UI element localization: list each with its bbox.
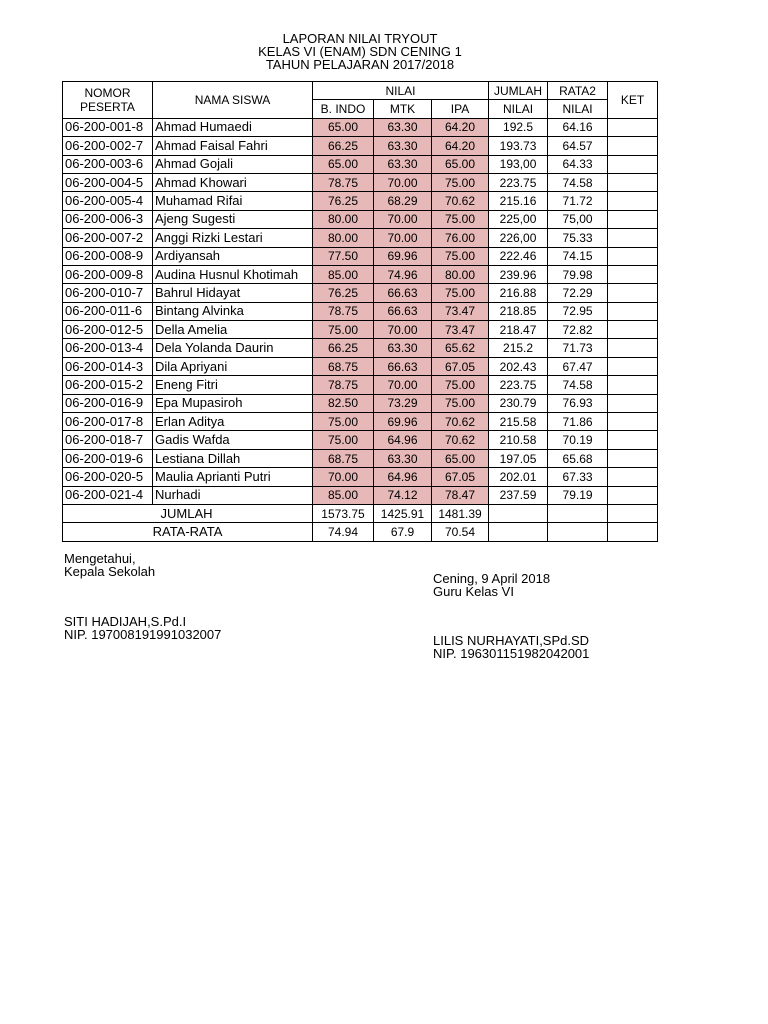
cell-nomor: 06-200-007-2 bbox=[63, 229, 153, 247]
table-row bbox=[63, 229, 658, 247]
cell-jumlah: 223.75 bbox=[489, 376, 548, 394]
cell-bindo: 75.00 bbox=[313, 413, 374, 431]
cell-nomor: 06-200-010-7 bbox=[63, 284, 153, 302]
jumlah-mtk: 1425.91 bbox=[374, 504, 432, 522]
table-row bbox=[63, 137, 658, 155]
cell-jumlah: 193,00 bbox=[489, 155, 548, 173]
cell-ket bbox=[608, 173, 658, 191]
report-title: LAPORAN NILAI TRYOUT bbox=[282, 31, 438, 46]
cell-ket bbox=[608, 357, 658, 375]
cell-nomor: 06-200-006-3 bbox=[63, 210, 153, 228]
header-nomor-line1: NOMOR bbox=[84, 85, 131, 100]
cell-nomor: 06-200-021-4 bbox=[63, 486, 153, 504]
signature-left-nip: NIP. 197008191991032007 bbox=[64, 627, 222, 642]
cell-ket bbox=[608, 431, 658, 449]
cell-nomor: 06-200-009-8 bbox=[63, 265, 153, 283]
cell-bindo: 82.50 bbox=[313, 394, 374, 412]
cell-ipa: 78.47 bbox=[432, 486, 489, 504]
cell-rata: 71.72 bbox=[548, 192, 608, 210]
cell-ipa: 70.62 bbox=[432, 413, 489, 431]
cell-ipa: 75.00 bbox=[432, 376, 489, 394]
signature-left-name: SITI HADIJAH,S.Pd.I bbox=[64, 614, 187, 629]
cell-jumlah: 226,00 bbox=[489, 229, 548, 247]
cell-ket bbox=[608, 155, 658, 173]
cell-bindo: 66.25 bbox=[313, 137, 374, 155]
table-row bbox=[63, 173, 658, 191]
table-row bbox=[63, 192, 658, 210]
cell-mtk: 66.63 bbox=[374, 357, 432, 375]
cell-bindo: 75.00 bbox=[313, 321, 374, 339]
table-row bbox=[63, 431, 658, 449]
cell-ipa: 75.00 bbox=[432, 173, 489, 191]
table-row bbox=[63, 265, 658, 283]
cell-jumlah: 210.58 bbox=[489, 431, 548, 449]
signature-left-role: Kepala Sekolah bbox=[64, 564, 156, 579]
cell-bindo: 85.00 bbox=[313, 486, 374, 504]
table-row bbox=[63, 118, 658, 136]
cell-ipa: 67.05 bbox=[432, 468, 489, 486]
cell-jumlah: 193.73 bbox=[489, 137, 548, 155]
cell-nama: Della Amelia bbox=[153, 321, 313, 339]
cell-rata: 72.95 bbox=[548, 302, 608, 320]
cell-nomor: 06-200-005-4 bbox=[63, 192, 153, 210]
cell-ipa: 65.00 bbox=[432, 449, 489, 467]
cell-mtk: 63.30 bbox=[374, 118, 432, 136]
table-row bbox=[63, 486, 658, 504]
cell-mtk: 69.96 bbox=[374, 247, 432, 265]
header-nomor-line2: PESERTA bbox=[80, 99, 135, 114]
cell-jumlah: 215.2 bbox=[489, 339, 548, 357]
table-row bbox=[63, 284, 658, 302]
cell-ipa: 75.00 bbox=[432, 247, 489, 265]
cell-mtk: 70.00 bbox=[374, 173, 432, 191]
cell-ket bbox=[608, 284, 658, 302]
cell-jumlah: 202.01 bbox=[489, 468, 548, 486]
table-row bbox=[63, 449, 658, 467]
jumlah-row bbox=[63, 504, 658, 522]
header-nama: NAMA SISWA bbox=[153, 82, 313, 119]
cell-ipa: 75.00 bbox=[432, 394, 489, 412]
cell-rata: 64.33 bbox=[548, 155, 608, 173]
cell-bindo: 68.75 bbox=[313, 357, 374, 375]
cell-ipa: 75.00 bbox=[432, 284, 489, 302]
cell-jumlah: 225,00 bbox=[489, 210, 548, 228]
cell-nama: Eneng Fitri bbox=[153, 376, 313, 394]
cell-ipa: 76.00 bbox=[432, 229, 489, 247]
cell-rata: 74.15 bbox=[548, 247, 608, 265]
rata-label: RATA-RATA bbox=[63, 523, 313, 541]
signature-right-date: Cening, 9 April 2018 bbox=[433, 571, 551, 586]
rata-ipa: 70.54 bbox=[432, 523, 489, 541]
table-row bbox=[63, 357, 658, 375]
cell-nama: Dela Yolanda Daurin bbox=[153, 339, 313, 357]
jumlah-total-empty bbox=[489, 504, 548, 522]
cell-mtk: 70.00 bbox=[374, 376, 432, 394]
cell-ket bbox=[608, 192, 658, 210]
cell-mtk: 74.12 bbox=[374, 486, 432, 504]
cell-mtk: 63.30 bbox=[374, 155, 432, 173]
cell-rata: 79.98 bbox=[548, 265, 608, 283]
cell-jumlah: 197.05 bbox=[489, 449, 548, 467]
cell-jumlah: 230.79 bbox=[489, 394, 548, 412]
cell-rata: 76.93 bbox=[548, 394, 608, 412]
cell-rata: 65.68 bbox=[548, 449, 608, 467]
header-nomor bbox=[63, 82, 153, 119]
jumlah-rata-empty bbox=[548, 504, 608, 522]
cell-ipa: 73.47 bbox=[432, 321, 489, 339]
cell-mtk: 68.29 bbox=[374, 192, 432, 210]
cell-jumlah: 215.58 bbox=[489, 413, 548, 431]
cell-nama: Anggi Rizki Lestari bbox=[153, 229, 313, 247]
cell-mtk: 64.96 bbox=[374, 431, 432, 449]
cell-ket bbox=[608, 229, 658, 247]
cell-nomor: 06-200-012-5 bbox=[63, 321, 153, 339]
cell-mtk: 66.63 bbox=[374, 302, 432, 320]
cell-nama: Dila Apriyani bbox=[153, 357, 313, 375]
cell-ket bbox=[608, 265, 658, 283]
cell-nomor: 06-200-015-2 bbox=[63, 376, 153, 394]
cell-bindo: 76.25 bbox=[313, 192, 374, 210]
cell-ket bbox=[608, 468, 658, 486]
cell-nomor: 06-200-019-6 bbox=[63, 449, 153, 467]
cell-jumlah: 215.16 bbox=[489, 192, 548, 210]
cell-jumlah: 223.75 bbox=[489, 173, 548, 191]
cell-ket bbox=[608, 137, 658, 155]
cell-nama: Audina Husnul Khotimah bbox=[153, 265, 313, 283]
cell-rata: 72.82 bbox=[548, 321, 608, 339]
cell-ket bbox=[608, 118, 658, 136]
header-rata: RATA2 bbox=[548, 82, 608, 100]
table-row bbox=[63, 210, 658, 228]
cell-jumlah: 192.5 bbox=[489, 118, 548, 136]
cell-mtk: 74.96 bbox=[374, 265, 432, 283]
cell-nama: Bahrul Hidayat bbox=[153, 284, 313, 302]
table-row bbox=[63, 321, 658, 339]
cell-nomor: 06-200-001-8 bbox=[63, 118, 153, 136]
cell-ipa: 75.00 bbox=[432, 210, 489, 228]
table-row bbox=[63, 247, 658, 265]
rata-total-empty bbox=[489, 523, 548, 541]
table-row bbox=[63, 302, 658, 320]
cell-nomor: 06-200-011-6 bbox=[63, 302, 153, 320]
rata-mtk: 67.9 bbox=[374, 523, 432, 541]
cell-bindo: 65.00 bbox=[313, 118, 374, 136]
cell-bindo: 80.00 bbox=[313, 229, 374, 247]
cell-nama: Gadis Wafda bbox=[153, 431, 313, 449]
cell-jumlah: 222.46 bbox=[489, 247, 548, 265]
signature-right-name: LILIS NURHAYATI,SPd.SD bbox=[433, 633, 590, 648]
cell-ket bbox=[608, 247, 658, 265]
header-ket: KET bbox=[608, 82, 658, 119]
cell-rata: 74.58 bbox=[548, 376, 608, 394]
cell-rata: 64.16 bbox=[548, 118, 608, 136]
cell-rata: 71.86 bbox=[548, 413, 608, 431]
cell-ipa: 64.20 bbox=[432, 137, 489, 155]
header-jumlah-nilai: NILAI bbox=[489, 100, 548, 118]
cell-ket bbox=[608, 394, 658, 412]
header-jumlah: JUMLAH bbox=[489, 82, 548, 100]
grades-table bbox=[62, 81, 658, 542]
signature-right-role: Guru Kelas VI bbox=[433, 584, 514, 599]
cell-nama: Erlan Aditya bbox=[153, 413, 313, 431]
cell-bindo: 80.00 bbox=[313, 210, 374, 228]
cell-nomor: 06-200-018-7 bbox=[63, 431, 153, 449]
cell-nomor: 06-200-017-8 bbox=[63, 413, 153, 431]
cell-ipa: 65.00 bbox=[432, 155, 489, 173]
cell-ipa: 67.05 bbox=[432, 357, 489, 375]
table-row bbox=[63, 155, 658, 173]
cell-rata: 74.58 bbox=[548, 173, 608, 191]
cell-nama: Ahmad Khowari bbox=[153, 173, 313, 191]
cell-nama: Ahmad Gojali bbox=[153, 155, 313, 173]
cell-rata: 70.19 bbox=[548, 431, 608, 449]
table-row bbox=[63, 339, 658, 357]
header-mtk: MTK bbox=[374, 100, 432, 118]
cell-nama: Lestiana Dillah bbox=[153, 449, 313, 467]
cell-nama: Muhamad Rifai bbox=[153, 192, 313, 210]
cell-nomor: 06-200-013-4 bbox=[63, 339, 153, 357]
cell-jumlah: 216.88 bbox=[489, 284, 548, 302]
cell-nama: Epa Mupasiroh bbox=[153, 394, 313, 412]
jumlah-label-left bbox=[63, 504, 153, 522]
cell-nomor: 06-200-003-6 bbox=[63, 155, 153, 173]
cell-mtk: 63.30 bbox=[374, 339, 432, 357]
cell-bindo: 70.00 bbox=[313, 468, 374, 486]
cell-ket bbox=[608, 302, 658, 320]
cell-ket bbox=[608, 339, 658, 357]
cell-bindo: 78.75 bbox=[313, 302, 374, 320]
cell-nama: Ahmad Faisal Fahri bbox=[153, 137, 313, 155]
cell-mtk: 64.96 bbox=[374, 468, 432, 486]
cell-rata: 67.33 bbox=[548, 468, 608, 486]
cell-bindo: 78.75 bbox=[313, 376, 374, 394]
cell-nama: Ajeng Sugesti bbox=[153, 210, 313, 228]
cell-nomor: 06-200-020-5 bbox=[63, 468, 153, 486]
table-row bbox=[63, 394, 658, 412]
cell-nomor: 06-200-004-5 bbox=[63, 173, 153, 191]
jumlah-ipa: 1481.39 bbox=[432, 504, 489, 522]
cell-ket bbox=[608, 413, 658, 431]
cell-nama: Ardiyansah bbox=[153, 247, 313, 265]
report-class: KELAS VI (ENAM) SDN CENING 1 bbox=[258, 44, 462, 59]
rata-ket-empty bbox=[608, 523, 658, 541]
cell-nomor: 06-200-002-7 bbox=[63, 137, 153, 155]
grade-rows bbox=[63, 118, 658, 504]
cell-ipa: 64.20 bbox=[432, 118, 489, 136]
cell-jumlah: 237.59 bbox=[489, 486, 548, 504]
rata-rata-empty bbox=[548, 523, 608, 541]
jumlah-label: JUMLAH bbox=[153, 504, 313, 522]
cell-bindo: 65.00 bbox=[313, 155, 374, 173]
header-nilai: NILAI bbox=[313, 82, 489, 100]
cell-mtk: 73.29 bbox=[374, 394, 432, 412]
cell-bindo: 66.25 bbox=[313, 339, 374, 357]
cell-ipa: 70.62 bbox=[432, 192, 489, 210]
rata-bindo: 74.94 bbox=[313, 523, 374, 541]
jumlah-ket-empty bbox=[608, 504, 658, 522]
table-row bbox=[63, 468, 658, 486]
cell-mtk: 70.00 bbox=[374, 229, 432, 247]
cell-nama: Nurhadi bbox=[153, 486, 313, 504]
cell-ipa: 80.00 bbox=[432, 265, 489, 283]
jumlah-bindo: 1573.75 bbox=[313, 504, 374, 522]
signature-left-acknowledged: Mengetahui, bbox=[64, 551, 136, 566]
header-bindo: B. INDO bbox=[313, 100, 374, 118]
table-row bbox=[63, 376, 658, 394]
header-ipa: IPA bbox=[432, 100, 489, 118]
cell-ipa: 65.62 bbox=[432, 339, 489, 357]
table-row bbox=[63, 413, 658, 431]
cell-nomor: 06-200-016-9 bbox=[63, 394, 153, 412]
report-year: TAHUN PELAJARAN 2017/2018 bbox=[265, 57, 455, 72]
cell-nama: Ahmad Humaedi bbox=[153, 118, 313, 136]
cell-mtk: 70.00 bbox=[374, 321, 432, 339]
cell-bindo: 68.75 bbox=[313, 449, 374, 467]
cell-rata: 75.33 bbox=[548, 229, 608, 247]
cell-jumlah: 202.43 bbox=[489, 357, 548, 375]
signature-right-nip: NIP. 196301151982042001 bbox=[433, 646, 590, 661]
cell-mtk: 66.63 bbox=[374, 284, 432, 302]
cell-nama: Bintang Alvinka bbox=[153, 302, 313, 320]
cell-bindo: 77.50 bbox=[313, 247, 374, 265]
cell-bindo: 76.25 bbox=[313, 284, 374, 302]
cell-rata: 75,00 bbox=[548, 210, 608, 228]
header-rata-nilai: NILAI bbox=[548, 100, 608, 118]
cell-nama: Maulia Aprianti Putri bbox=[153, 468, 313, 486]
cell-nomor: 06-200-008-9 bbox=[63, 247, 153, 265]
cell-ket bbox=[608, 321, 658, 339]
rata-row bbox=[63, 523, 658, 541]
cell-ket bbox=[608, 486, 658, 504]
cell-bindo: 85.00 bbox=[313, 265, 374, 283]
cell-ipa: 73.47 bbox=[432, 302, 489, 320]
cell-jumlah: 218.85 bbox=[489, 302, 548, 320]
cell-rata: 71.73 bbox=[548, 339, 608, 357]
cell-bindo: 78.75 bbox=[313, 173, 374, 191]
cell-nomor: 06-200-014-3 bbox=[63, 357, 153, 375]
cell-mtk: 63.30 bbox=[374, 449, 432, 467]
cell-rata: 67.47 bbox=[548, 357, 608, 375]
cell-mtk: 70.00 bbox=[374, 210, 432, 228]
cell-ket bbox=[608, 449, 658, 467]
cell-mtk: 63.30 bbox=[374, 137, 432, 155]
cell-rata: 79.19 bbox=[548, 486, 608, 504]
cell-mtk: 69.96 bbox=[374, 413, 432, 431]
cell-ket bbox=[608, 210, 658, 228]
cell-rata: 64.57 bbox=[548, 137, 608, 155]
cell-jumlah: 239.96 bbox=[489, 265, 548, 283]
cell-jumlah: 218.47 bbox=[489, 321, 548, 339]
cell-ipa: 70.62 bbox=[432, 431, 489, 449]
cell-ket bbox=[608, 376, 658, 394]
cell-rata: 72.29 bbox=[548, 284, 608, 302]
cell-bindo: 75.00 bbox=[313, 431, 374, 449]
